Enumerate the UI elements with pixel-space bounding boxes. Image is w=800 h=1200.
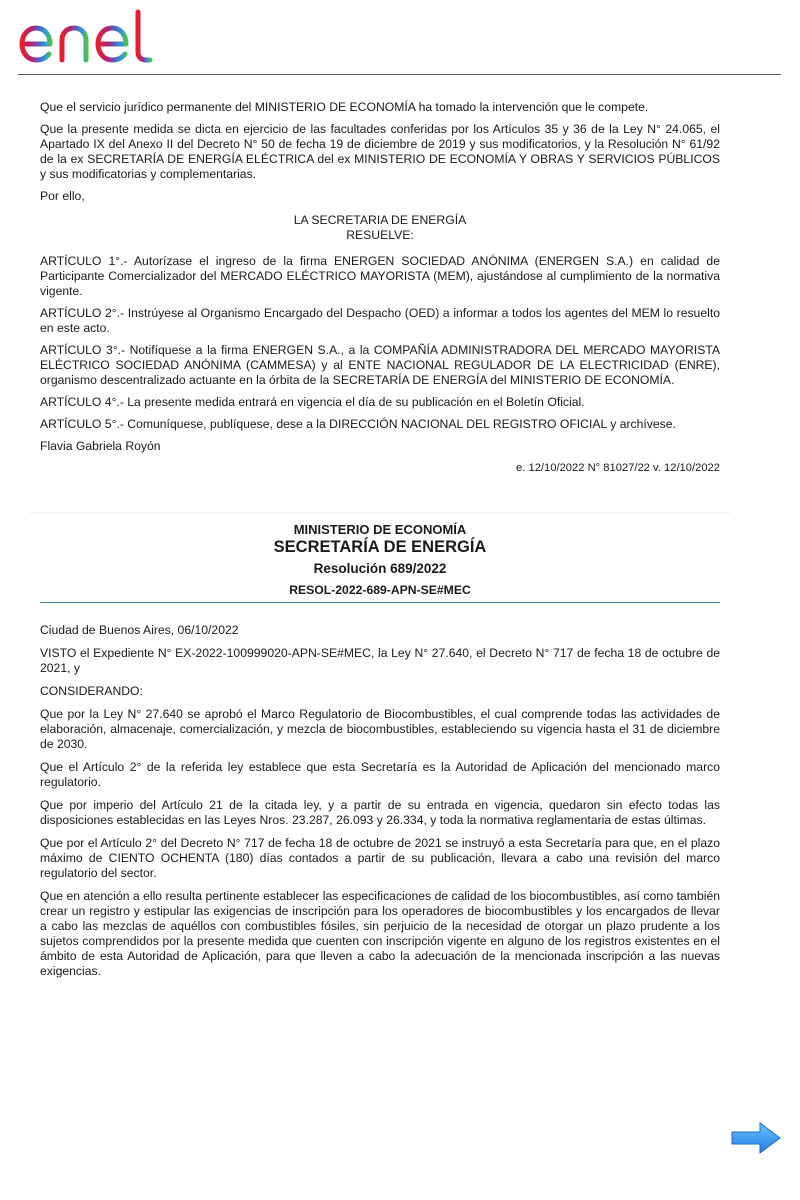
considerando-5: Que en atención a ello resulta pertinente establecer las especificaciones de calidad de los biocombustibles, así como también crear un registro y estipular las exigencias de inscripción para los operadores de biocombustibles y los encargados de llevar a cabo las mezclas de aquéllos con combustibles fósiles, sin perjuicio de la necesidad de otorgar un plazo prudente a los sujetos comprendidos por la presente medida que cuenten con inscripción vigente en alguno de los registros existentes en el ámbito de esta Autoridad de Aplicación, para que lleven a cabo la adecuación de la mencionada inscripción a las nuevas exigencias. (40, 889, 720, 978)
arrow-right-icon (732, 1123, 780, 1153)
article-4: ARTÍCULO 4°.- La presente medida entrará en vigencia el día de su publicación en el Boletín Oficial. (40, 395, 585, 409)
considerando-heading: CONSIDERANDO: (40, 684, 143, 698)
considerando-2: Que el Artículo 2° de la referida ley establece que esta Secretaría es la Autoridad de Aplicación del mencionado marco regulatorio. (40, 760, 720, 789)
resuelve-line: RESUELVE: (346, 228, 414, 242)
section-separator (30, 512, 730, 513)
resolution-code: RESOL-2022-689-APN-SE#MEC (40, 583, 720, 603)
edition-reference: e. 12/10/2022 N° 81027/22 v. 12/10/2022 (516, 462, 720, 474)
header-rule (18, 74, 781, 75)
paragraph-legal-service: Que el servicio jurídico permanente del MINISTERIO DE ECONOMÍA ha tomado la intervención que le compete. (40, 100, 649, 114)
considerando-3: Que por imperio del Artículo 21 de la citada ley, y a partir de su entrada en vigencia, quedaron sin efecto todas las disposiciones establecidas en las Leyes Nros. 23.287, 26.093 y 26.334, y toda la normativa reglamentaria de estas últimas. (40, 798, 720, 827)
considerando-4: Que por el Artículo 2° del Decreto N° 717 de fecha 18 de octubre de 2021 se instruyó a esta Secretaría para que, en el plazo máximo de CIENTO OCHENTA (180) días contados a partir de su publicación, llevara a cabo una revisión del marco regulatorio del sector. (40, 836, 720, 880)
visto-paragraph: VISTO el Expediente N° EX-2022-100999020-APN-SE#MEC, la Ley N° 27.640, el Decreto N° 717 de fecha 18 de octubre de 2021, y (40, 646, 720, 675)
next-page-button[interactable] (730, 1120, 782, 1156)
resolution-body (40, 623, 720, 979)
por-ello-text: Por ello, (40, 189, 85, 203)
ministry-heading: MINISTERIO DE ECONOMÍA (293, 522, 467, 537)
article-2: ARTÍCULO 2°.- Instrúyese al Organismo Encargado del Despacho (OED) a informar a todos los agentes del MEM lo resuelto en este acto. (40, 306, 720, 335)
considerando-1: Que por la Ley N° 27.640 se aprobó el Marco Regulatorio de Biocombustibles, el cual comprende todas las actividades de elaboración, almacenaje, comercialización, y mezcla de biocombustibles, estableciendo su vigencia hasta el 31 de diciembre de 2030. (40, 707, 720, 751)
signer-name: Flavia Gabriela Royón (40, 439, 161, 453)
authority-line: LA SECRETARIA DE ENERGÍA (293, 213, 467, 227)
paragraph-faculties: Que la presente medida se dicta en ejercicio de las facultades conferidas por los Artículos 35 y 36 de la Ley N° 24.065, el Apartado IX del Anexo II del Decreto N° 50 de fecha 19 de diciembre de 2019 y sus modificatorios, y la Resolución N° 61/92 de la ex SECRETARÍA DE ENERGÍA ELÉCTRICA del ex MINISTERIO DE ECONOMÍA Y OBRAS Y SERVICIOS PÚBLICOS y sus modificatorias y complementarias. (40, 122, 720, 181)
article-5: ARTÍCULO 5°.- Comuníquese, publíquese, dese a la DIRECCIÓN NACIONAL DEL REGISTRO OFICIAL y archívese. (40, 417, 676, 431)
article-3: ARTÍCULO 3°.- Notifíquese a la firma ENERGEN S.A., a la COMPAÑÍA ADMINISTRADORA DEL MERCADO MAYORISTA ELÉCTRICO SOCIEDAD ANÓNIMA (CAMMESA) y al ENTE NACIONAL REGULADOR DE LA ELECTRICIDAD (ENRE), organismo descentralizado actuante en la órbita de la SECRETARÍA DE ENERGÍA del MINISTERIO DE ECONOMÍA. (40, 343, 720, 387)
secretariat-heading: SECRETARÍA DE ENERGÍA (273, 538, 487, 556)
resolves-heading (40, 213, 720, 243)
resolution-number: Resolución 689/2022 (313, 561, 447, 576)
place-date: Ciudad de Buenos Aires, 06/10/2022 (40, 623, 239, 637)
document-body (40, 100, 720, 987)
article-1: ARTÍCULO 1°.- Autorízase el ingreso de la firma ENERGEN SOCIEDAD ANÓNIMA (ENERGEN S.A.) en calidad de Participante Comercializador del MERCADO ELÉCTRICO MAYORISTA (MEM), ajustándose al cumplimiento de la normativa vigente. (40, 254, 720, 298)
enel-logo (18, 8, 170, 66)
